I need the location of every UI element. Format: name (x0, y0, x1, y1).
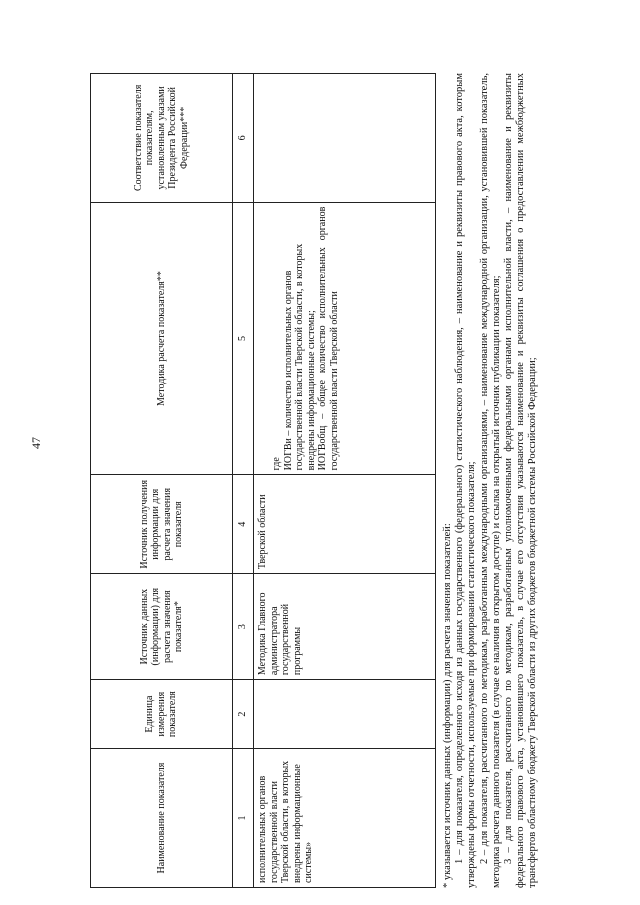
column-number: 3 (233, 574, 254, 680)
column-number: 6 (233, 74, 254, 203)
cell-indicator-name: исполнительных органов государственной власти Тверской области, в которых внедрены информационные системы» (254, 749, 436, 888)
rotated-page-content (90, 48, 610, 888)
formula-placeholder (257, 207, 271, 471)
method-line-1: ИОГВи – количество исполнительных органов государственной власти Тверской области, в которых внедрены информационные системы; (282, 243, 317, 471)
column-number: 4 (233, 475, 254, 574)
column-number: 2 (233, 680, 254, 749)
header-presidential-compliance: Соответствие показателя показателям, установленным указами Президента Российской Федерации*** (91, 74, 233, 203)
footnote-item-3: 3 – для показателя, рассчитанного по методикам, разработанным уполномоченными федеральными органами исполнительной власти, – наименование и реквизиты федерального правового акта, установившего показатель, в случае его отсутствия указываются наименование и реквизиты соглашения о предоставлении межбюджетных трансфертов областному бюджету Тверской области из других бюджетов бюджетной системы Российской Федерации; (503, 73, 539, 888)
method-line-2: ИОГВобщ – общее количество исполнительных органов государственной власти Тверской области (317, 206, 340, 471)
cell-unit (254, 680, 436, 749)
footnote-intro: * указывается источник данных (информации) для расчета значения показателей: (442, 523, 453, 888)
footnotes (442, 73, 540, 888)
cell-data-source: Методика Главного администратора государственной программы (254, 574, 436, 680)
cell-calculation-method (254, 202, 436, 475)
header-data-source: Источник данных (информации) для расчета значения показателя* (91, 574, 233, 680)
header-info-source: Источник получения информации для расчета значения показателя (91, 475, 233, 574)
footnote-item-1: 1 – для показателя, определенного исходя из данных государственного (федерального) статистического наблюдения, – наименование и реквизиты правового акта, которым утверждены формы отчетности, используемые при формировании статистического показателя; (454, 73, 478, 888)
page-number: 47 (29, 437, 43, 449)
header-calculation-method: Методика расчета показателя** (91, 202, 233, 475)
cell-info-source: Тверской области (254, 475, 436, 574)
column-number: 1 (233, 749, 254, 888)
header-unit: Единица измерения показателя (91, 680, 233, 749)
footnote-item-2: 2 – для показателя, рассчитанного по методикам, разработанным международными организациями, – наименование международной организации, установившей показатель, методика расчета данного показателя (в случае ее наличия в открытом доступе) и ссылка на открытый источник публикации показателя; (478, 73, 502, 888)
method-where: где (271, 457, 282, 471)
column-number: 5 (233, 202, 254, 475)
column-number-row (233, 74, 254, 888)
cell-presidential-compliance (254, 74, 436, 203)
header-indicator-name: Наименование показателя (91, 749, 233, 888)
table-header-row (91, 74, 233, 888)
table-row (254, 74, 436, 888)
indicator-table (90, 73, 436, 888)
